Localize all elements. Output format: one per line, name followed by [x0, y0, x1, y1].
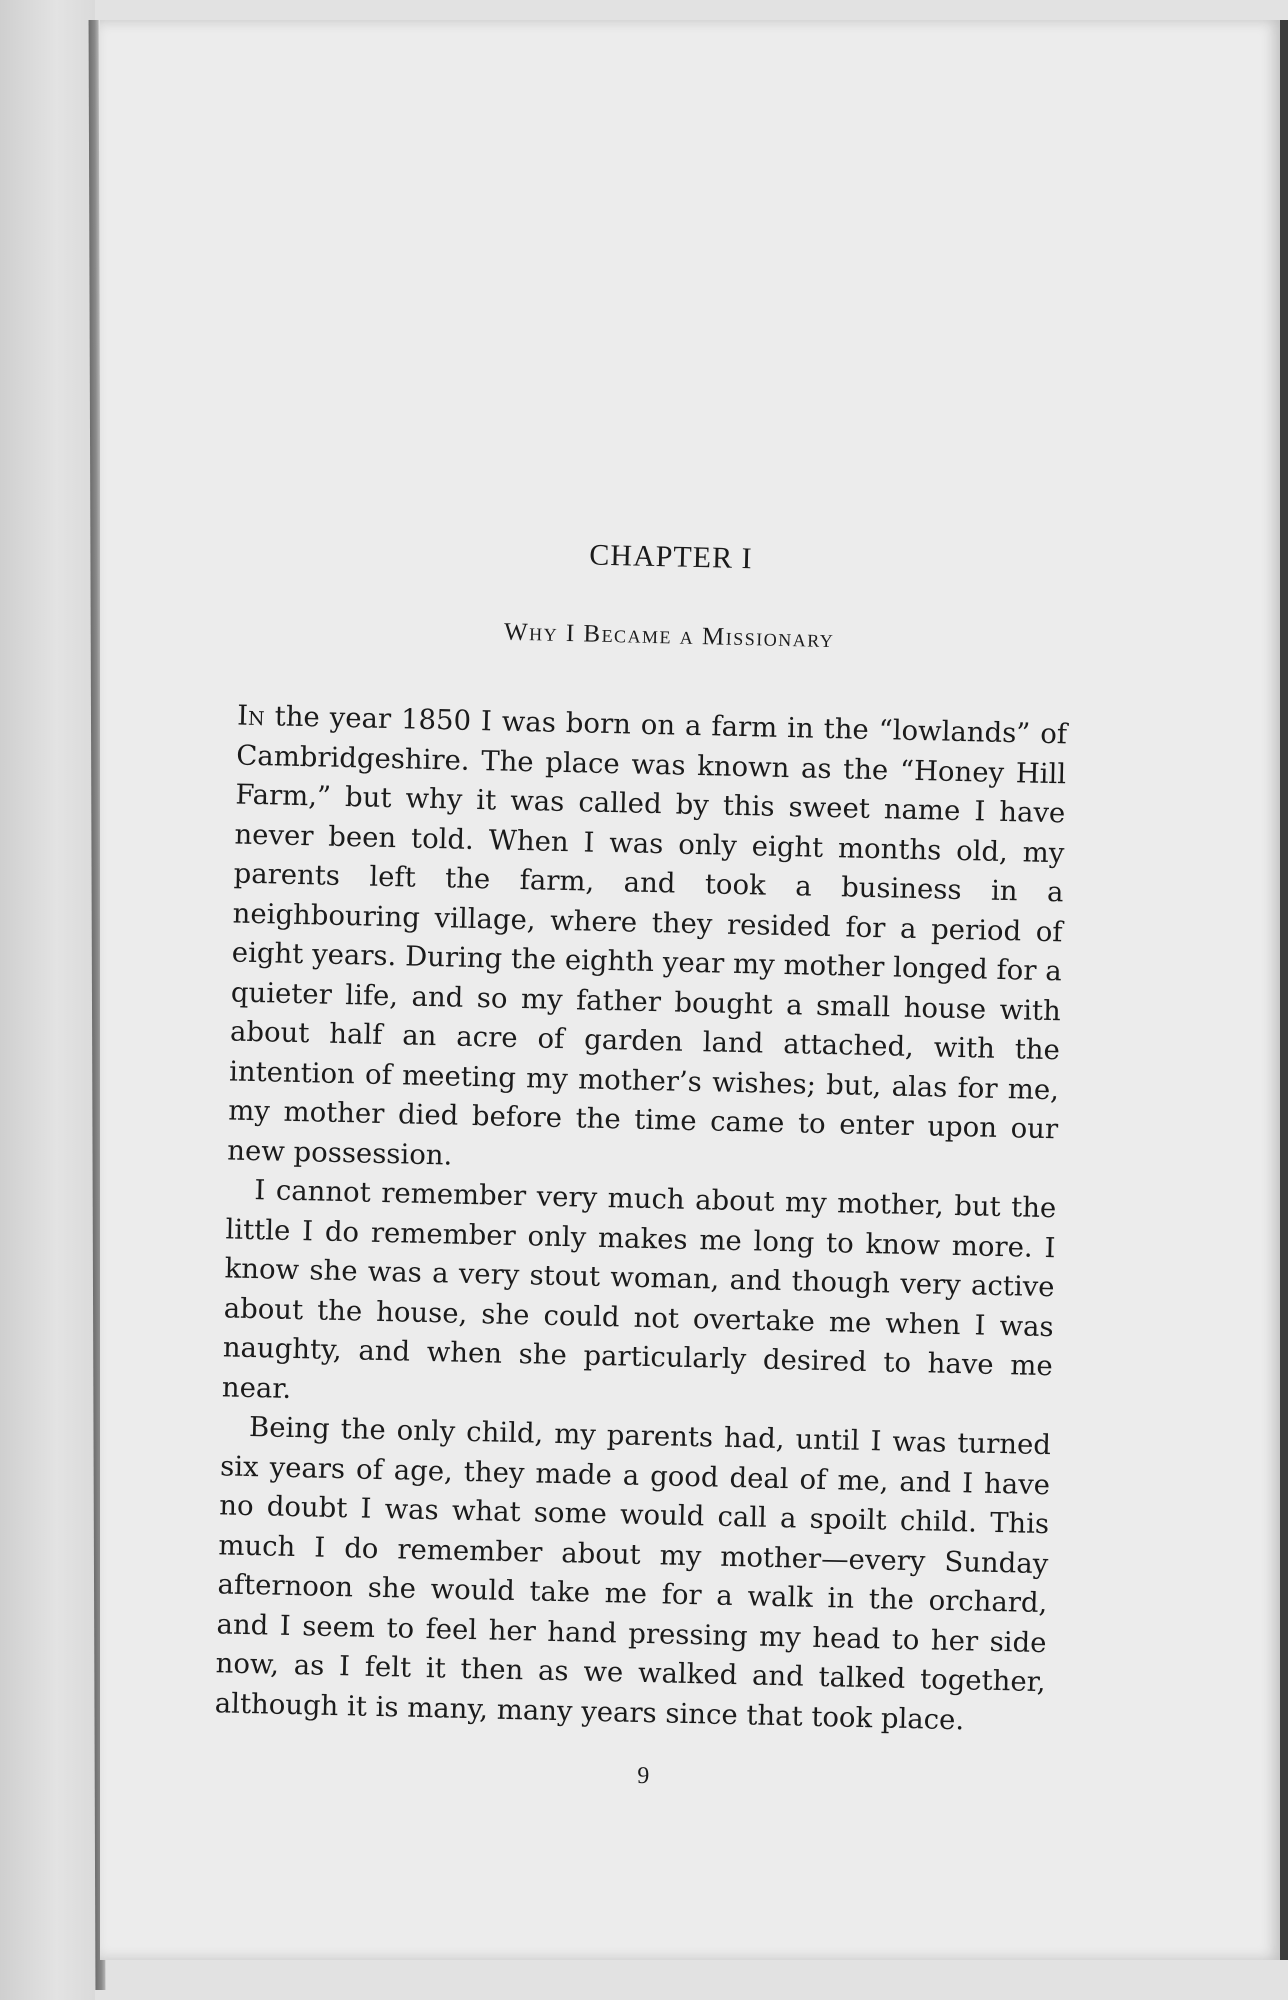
- paragraph-lead-word: In: [236, 699, 266, 733]
- left-page-margin: [0, 0, 95, 2000]
- chapter-subtitle: Why I Became a Missionary: [503, 618, 835, 654]
- chapter-body: [214, 697, 1067, 1743]
- paragraph-3: Being the only child, my parents had, until I was turned six years of age, they made a good deal of me, and I have no doubt I was what some would call a spoilt child. This much I do remember about my mother—every Sunday afternoon she would take me for a walk in the orchard, and I seem to feel her hand pressing my head to her side now, as I felt it then as we walked and talked together, although it is many, many years since that took place.: [214, 1411, 1052, 1736]
- chapter-title: CHAPTER I: [589, 538, 753, 576]
- paragraph-1-text: the year 1850 I was born on a farm in the “lowlands” of Cambridgeshire. The place was known as the “Honey Hill Farm,” but why it was called by this sweet name I have never been told. When I was only eight months old, my parents left the farm, and took a business in a neighbouring village, where they resided for a period of eight years. During the eighth year my mother longed for a quieter life, and so my father bought a small house with about half an acre of garden land attached, with the intention of meeting my mother’s wishes; but, alas for me, my mother died before the time came to enter upon our new possession.: [227, 700, 1068, 1172]
- page-number: 9: [637, 1762, 650, 1790]
- book-page: [100, 20, 1288, 1960]
- paragraph-2: I cannot remember very much about my mother, but the little I do remember only makes me long to know more. I know she was a very stout woman, and though very active about the house, she could not overtake me when I was naughty, and when she particularly desired to have me near.: [221, 1174, 1057, 1405]
- paragraph-1: [227, 697, 1068, 1190]
- page-content: [153, 529, 1141, 1800]
